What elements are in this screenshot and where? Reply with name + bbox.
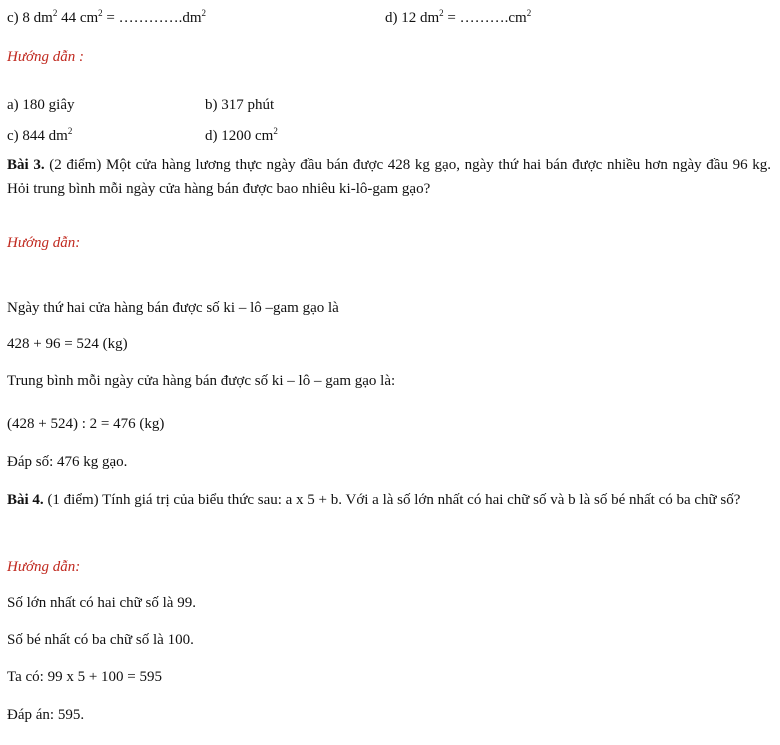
- bai4-question: [7, 488, 771, 512]
- bai3-line-3: Trung bình mỗi ngày cửa hàng bán được số ki – lô – gam gạo là:: [7, 373, 396, 389]
- bai3-line-1: Ngày thứ hai cửa hàng bán được số ki – lô –gam gạo là: [7, 300, 339, 316]
- bai2-item-c-suffix: = ………….dm: [102, 10, 202, 26]
- bai2-answer-d-text: d) 1200 cm: [205, 128, 274, 144]
- superscript: 2: [439, 8, 444, 18]
- bai3-title: Bài 3.: [7, 157, 45, 173]
- bai4-line-1: Số lớn nhất có hai chữ số là 99.: [7, 595, 196, 611]
- bai4-line-2: Số bé nhất có ba chữ số là 100.: [7, 632, 194, 648]
- bai3-guide-label: Hướng dẫn:: [7, 235, 81, 251]
- bai2-item-d-prefix: d) 12 dm: [385, 10, 440, 26]
- superscript: 2: [201, 8, 207, 18]
- superscript: 2: [526, 8, 532, 18]
- bai2-answer-b: b) 317 phút: [205, 97, 275, 113]
- bai3-question: [7, 153, 771, 201]
- bai4-line-4: Đáp án: 595.: [7, 707, 85, 723]
- bai2-item-c: [7, 8, 206, 28]
- bai2-answer-c-text: c) 844 dm: [7, 128, 68, 144]
- bai2-guide-label: Hướng dẫn :: [7, 49, 85, 65]
- bai3-line-5: Đáp số: 476 kg gạo.: [7, 454, 128, 470]
- bai3-line-4: (428 + 524) : 2 = 476 (kg): [7, 416, 165, 432]
- bai4-text: (1 điểm) Tính giá trị của biểu thức sau: a x 5 + b. Với a là số lớn nhất có hai chữ số và b là số bé nhất có ba chữ số?: [43, 492, 741, 508]
- bai4-guide-label: Hướng dẫn:: [7, 559, 81, 575]
- bai3-line-2: 428 + 96 = 524 (kg): [7, 336, 128, 352]
- superscript: 2: [67, 126, 73, 136]
- superscript: 2: [98, 8, 103, 18]
- superscript: 2: [52, 8, 58, 18]
- bai4-title: Bài 4.: [7, 492, 44, 508]
- bai2-answer-d: [205, 126, 278, 146]
- bai2-item-d: [385, 8, 531, 28]
- superscript: 2: [273, 126, 278, 136]
- bai2-item-c-prefix: c) 8 dm: [7, 10, 53, 26]
- bai2-item-c-mid: 44 cm: [57, 10, 99, 26]
- bai2-answer-a: a) 180 giây: [7, 97, 75, 113]
- bai2-item-d-suffix: = ……….cm: [443, 10, 527, 26]
- bai2-answer-c: [7, 126, 72, 146]
- bai4-line-3: Ta có: 99 x 5 + 100 = 595: [7, 669, 163, 685]
- bai3-text: (2 điểm) Một cửa hàng lương thực ngày đầu bán được 428 kg gạo, ngày thứ hai bán được nhiều hơn ngày đầu 96 kg. Hỏi trung bình mỗi ngày cửa hàng bán được bao nhiêu ki-lô-gam gạo?: [7, 157, 771, 197]
